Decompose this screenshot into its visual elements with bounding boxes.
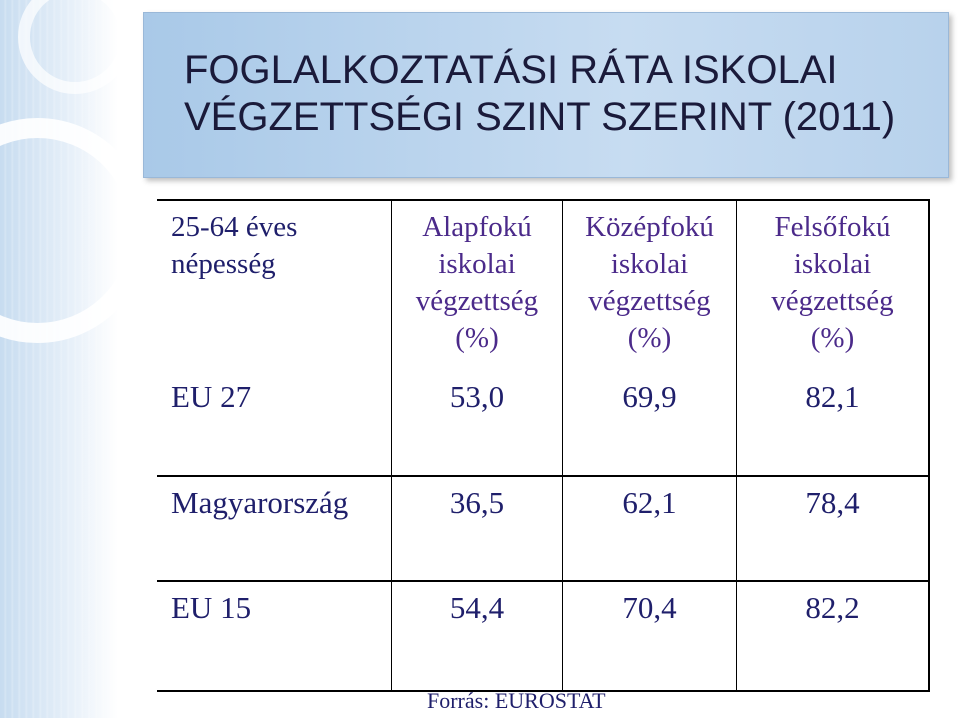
cell-secondary: 62,1 bbox=[563, 476, 737, 581]
header-secondary-education: Középfokú iskolai végzettség (%) bbox=[563, 200, 737, 371]
title-box bbox=[143, 12, 949, 178]
row-label: Magyarország bbox=[157, 476, 392, 581]
title-line-1: FOGLALKOZTATÁSI RÁTA ISKOLAI bbox=[184, 48, 838, 92]
cell-secondary: 69,9 bbox=[563, 371, 737, 476]
cell-higher: 82,2 bbox=[737, 581, 930, 691]
cell-higher: 78,4 bbox=[737, 476, 930, 581]
decorative-left-band bbox=[0, 0, 118, 718]
decorative-stripes bbox=[0, 0, 118, 718]
cell-basic: 54,4 bbox=[392, 581, 563, 691]
decorative-ring bbox=[0, 118, 118, 343]
table-header-row bbox=[157, 200, 929, 371]
cell-basic: 53,0 bbox=[392, 371, 563, 476]
employment-table bbox=[157, 199, 930, 692]
cell-higher: 82,1 bbox=[737, 371, 930, 476]
header-basic-education: Alapfokú iskolai végzettség (%) bbox=[392, 200, 563, 371]
row-label: EU 27 bbox=[171, 379, 252, 414]
header-population: 25-64 éves népesség bbox=[171, 211, 298, 280]
title-line-2: VÉGZETTSÉGI SZINT SZERINT (2011) bbox=[184, 95, 896, 139]
table-row bbox=[157, 371, 929, 476]
row-label: EU 15 bbox=[157, 581, 392, 691]
cell-secondary: 70,4 bbox=[563, 581, 737, 691]
table-row bbox=[157, 581, 929, 691]
table-row bbox=[157, 476, 929, 581]
source-note: Forrás: EUROSTAT bbox=[427, 688, 606, 713]
header-higher-education: Felsőfokú iskolai végzettség (%) bbox=[737, 200, 930, 371]
cell-basic: 36,5 bbox=[392, 476, 563, 581]
